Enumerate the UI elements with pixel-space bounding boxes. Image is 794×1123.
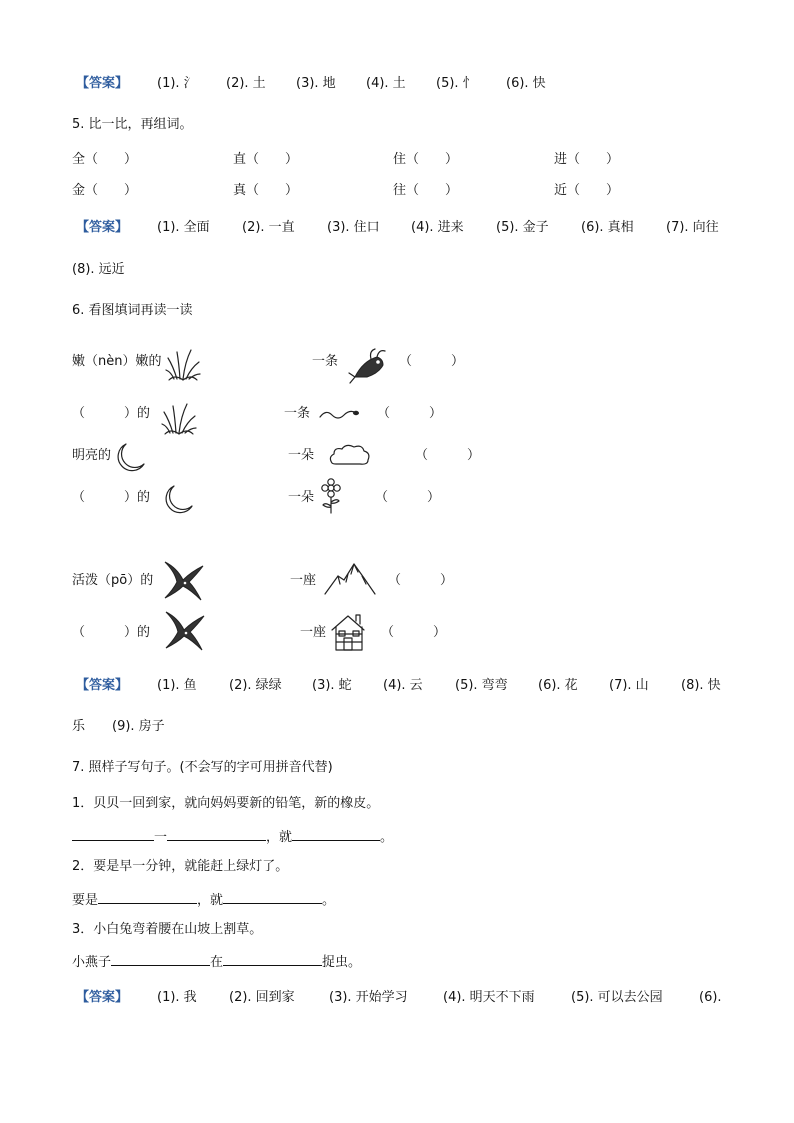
writing-blank[interactable] [223, 953, 322, 966]
answer-blank: （ ） [377, 406, 443, 421]
cloud-icon [328, 443, 372, 467]
answer-item: (5). 弯弯 [455, 678, 508, 693]
answer-item: (5). 可以去公园 [571, 990, 663, 1005]
answer-item: (1). 氵 [157, 76, 197, 91]
answer-item: (6). [699, 990, 722, 1005]
answer-item: (7). 向往 [666, 220, 719, 235]
answer-blank: （ ） [388, 573, 454, 588]
fill-text: 在 [210, 955, 224, 970]
grass-icon [165, 346, 201, 382]
fish-icon [349, 347, 389, 385]
compare-cell: 住（ ） [393, 152, 459, 167]
answer-blank: （ ） [381, 625, 447, 640]
example-sentence: 3．小白兔弯着腰在山坡上割草。 [72, 922, 263, 937]
measure-word: 一朵 [288, 490, 315, 505]
answer-item: (5). 金子 [496, 220, 549, 235]
answer-item: (8). 远近 [72, 262, 125, 277]
answer-item: (6). 快 [506, 76, 546, 91]
answer-item: (8). 快 [681, 678, 721, 693]
question-title: 7. 照样子写句子。(不会写的字可用拼音代替) [72, 760, 333, 775]
answer-item: (5). 忄 [436, 76, 476, 91]
answer-item: (2). 绿绿 [229, 678, 282, 693]
fill-text: 捉虫。 [322, 955, 362, 970]
writing-blank[interactable] [98, 891, 197, 904]
compare-cell: 进（ ） [554, 152, 620, 167]
left-phrase: （ ）的 [72, 406, 151, 421]
compare-cell: 直（ ） [233, 152, 299, 167]
measure-word: 一座 [300, 625, 327, 640]
measure-word: 一条 [284, 406, 311, 421]
answer-tag: 【答案】 [76, 990, 129, 1005]
writing-blank[interactable] [111, 953, 210, 966]
answer-item: (6). 真相 [581, 220, 634, 235]
fill-text: 。 [322, 893, 336, 908]
compare-cell: 真（ ） [233, 183, 299, 198]
measure-word: 一朵 [288, 448, 315, 463]
answer-item: (3). 开始学习 [329, 990, 408, 1005]
answer-item: (2). 一直 [242, 220, 295, 235]
measure-word: 一座 [290, 573, 317, 588]
snake-icon [318, 405, 360, 423]
answer-item: 乐 [72, 719, 86, 734]
writing-blank[interactable] [292, 828, 380, 841]
answer-tag: 【答案】 [76, 76, 129, 91]
left-phrase: （ ）的 [72, 625, 151, 640]
answer-tag: 【答案】 [76, 220, 129, 235]
grass-icon [161, 400, 197, 436]
answer-item: (4). 土 [366, 76, 406, 91]
answer-item: (1). 鱼 [157, 678, 197, 693]
fill-text: ，就 [266, 830, 293, 845]
left-phrase: （ ）的 [72, 490, 151, 505]
writing-blank[interactable] [72, 828, 154, 841]
answer-item: (3). 蛇 [312, 678, 352, 693]
mountain-icon [324, 560, 376, 596]
fill-text: 小燕子 [72, 955, 112, 970]
left-phrase: 嫩（nèn）嫩的 [72, 354, 162, 369]
left-phrase: 活泼（pō）的 [72, 573, 154, 588]
compare-cell: 金（ ） [72, 183, 138, 198]
house-icon [330, 612, 370, 652]
fill-text: 要是 [72, 893, 99, 908]
answer-item: (6). 花 [538, 678, 578, 693]
swallow-icon [161, 560, 205, 602]
writing-blank[interactable] [223, 891, 322, 904]
fill-text: 。 [380, 830, 394, 845]
measure-word: 一条 [312, 354, 339, 369]
answer-blank: （ ） [399, 354, 465, 369]
moon-icon [114, 442, 146, 474]
fill-line [72, 953, 361, 971]
answer-item: (1). 全面 [157, 220, 210, 235]
flower-icon [319, 478, 343, 514]
question-title: 5. 比一比，再组词。 [72, 117, 193, 132]
answer-item: (3). 地 [296, 76, 336, 91]
answer-item: (4). 明天不下雨 [443, 990, 535, 1005]
compare-cell: 近（ ） [554, 183, 620, 198]
left-phrase: 明亮的 [72, 448, 112, 463]
writing-blank[interactable] [167, 828, 266, 841]
fill-line [72, 828, 393, 846]
fill-text: 一 [154, 830, 168, 845]
answer-item: (1). 我 [157, 990, 197, 1005]
moon-icon [162, 484, 194, 516]
answer-tag: 【答案】 [76, 678, 129, 693]
answer-item: (2). 土 [226, 76, 266, 91]
answer-item: (4). 进来 [411, 220, 464, 235]
answer-blank: （ ） [375, 490, 441, 505]
answer-item: (2). 回到家 [229, 990, 295, 1005]
answer-item: (3). 住口 [327, 220, 380, 235]
question-title: 6. 看图填词再读一读 [72, 303, 193, 318]
answer-item: (7). 山 [609, 678, 649, 693]
answer-blank: （ ） [415, 448, 481, 463]
example-sentence: 2．要是早一分钟，就能赶上绿灯了。 [72, 859, 289, 874]
fill-text: ，就 [197, 893, 224, 908]
answer-item: (9). 房子 [112, 719, 165, 734]
swallow-icon [162, 610, 206, 652]
example-sentence: 1．贝贝一回到家，就向妈妈要新的铅笔，新的橡皮。 [72, 796, 380, 811]
compare-cell: 全（ ） [72, 152, 138, 167]
answer-item: (4). 云 [383, 678, 423, 693]
fill-line [72, 891, 335, 909]
compare-cell: 往（ ） [393, 183, 459, 198]
